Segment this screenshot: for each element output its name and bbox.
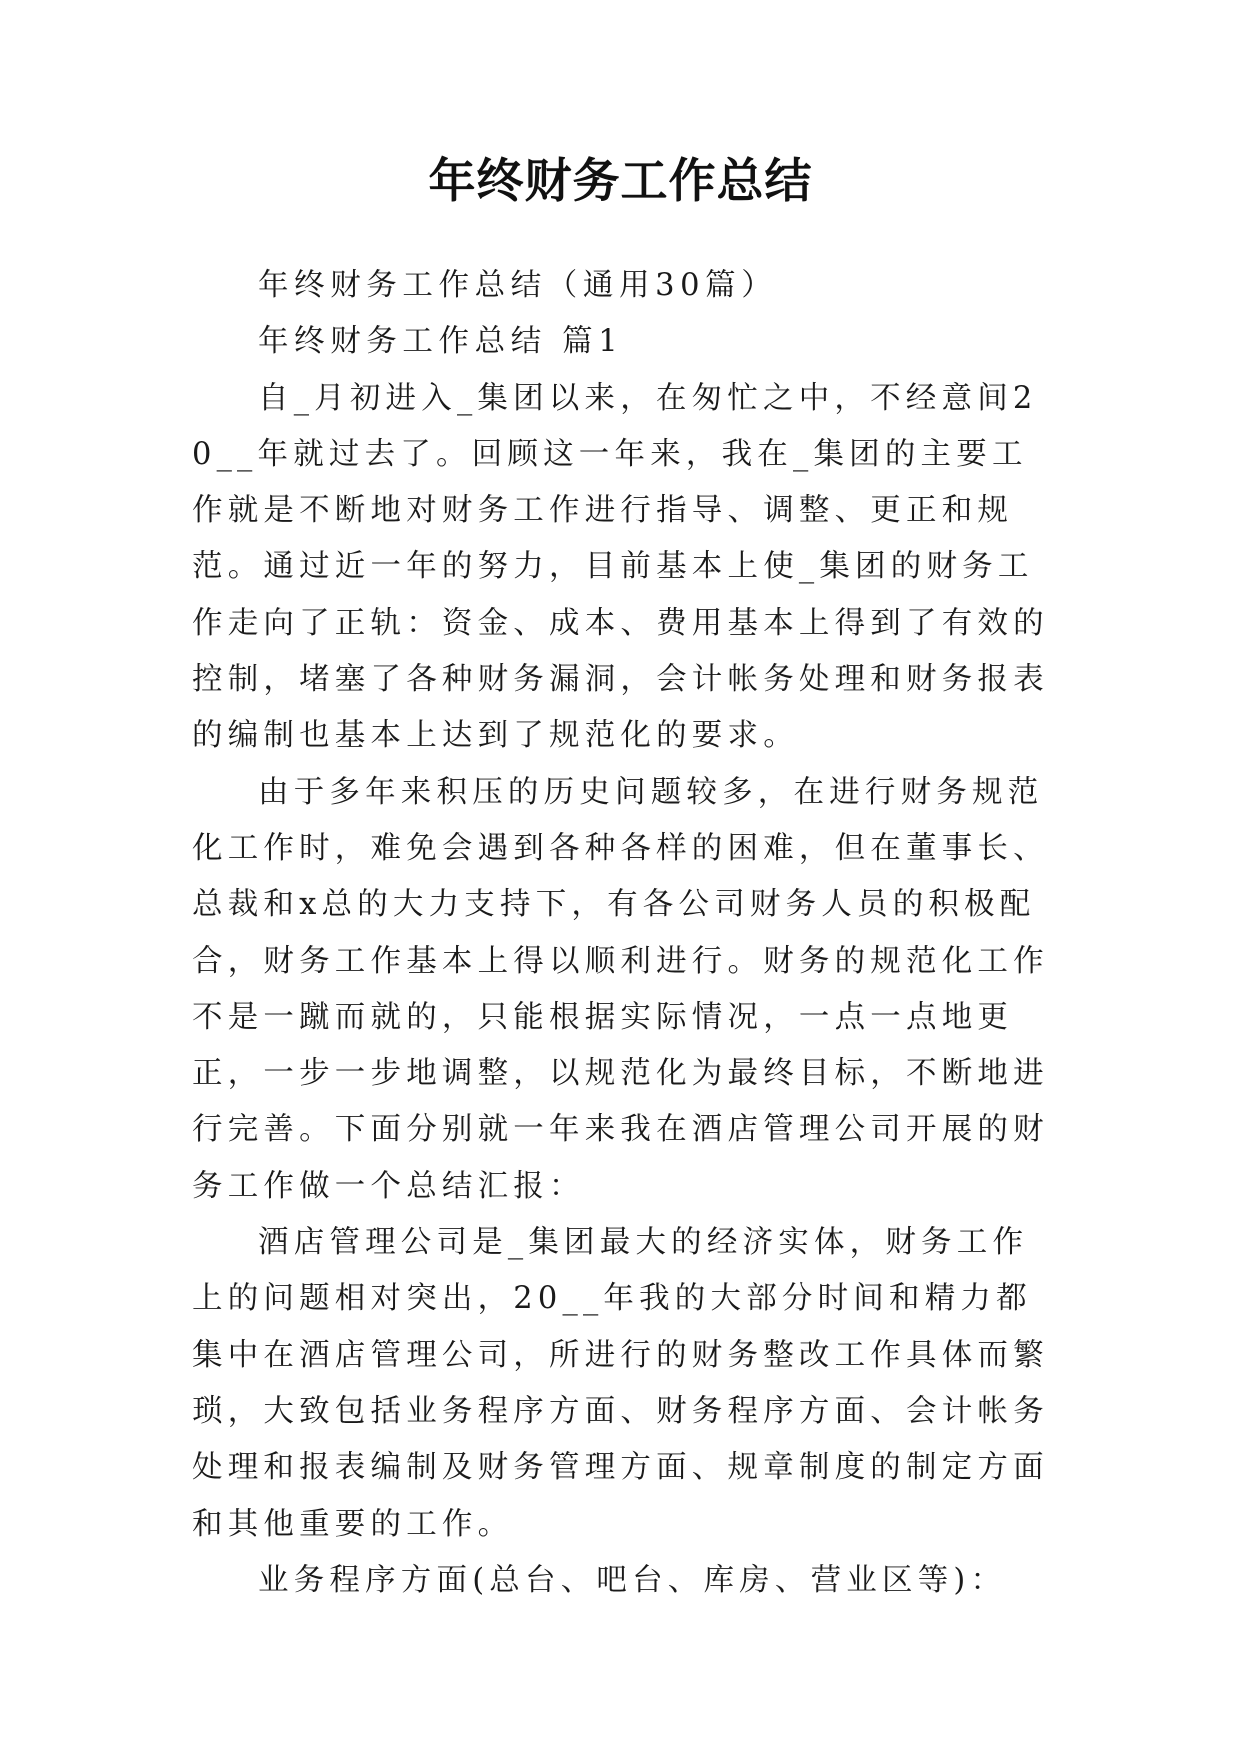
paragraph: 自_月初进入_集团以来，在匆忙之中，不经意间20__年就过去了。回顾这一年来，我在_集团的主要工作就是不断地对财务工作进行指导、调整、更正和规范。通过近一年的努力，目前基本上使_集团的财务工作走向了正轨：资金、成本、费用基本上得到了有效的控制，堵塞了各种财务漏洞，会计帐务处理和财务报表的编制也基本上达到了规范化的要求。 [192, 380, 1049, 754]
document-body [192, 258, 1062, 1609]
paragraph: 业务程序方面(总台、吧台、库房、营业区等)： [258, 1562, 1007, 1598]
paragraph: 酒店管理公司是_集团最大的经济实体，财务工作上的问题相对突出，20__年我的大部分时间和精力都集中在酒店管理公司，所进行的财务整改工作具体而繁琐，大致包括业务程序方面、财务程序方面、会计帐务处理和报表编制及财务管理方面、规章制度的制定方面和其他重要的工作。 [192, 1225, 1049, 1542]
paragraph: 由于多年来积压的历史问题较多，在进行财务规范化工作时，难免会遇到各种各样的困难，但在董事长、总裁和x总的大力支持下，有各公司财务人员的积极配合，财务工作基本上得以顺利进行。财务的规范化工作不是一蹴而就的，只能根据实际情况，一点一点地更正，一步一步地调整，以规范化为最终目标，不断地进行完善。下面分别就一年来我在酒店管理公司开展的财务工作做一个总结汇报： [192, 774, 1049, 1204]
document-title: 年终财务工作总结 [428, 154, 813, 209]
section-heading: 年终财务工作总结 篇1 [258, 324, 624, 360]
document-subtitle: 年终财务工作总结（通用30篇） [258, 268, 778, 303]
